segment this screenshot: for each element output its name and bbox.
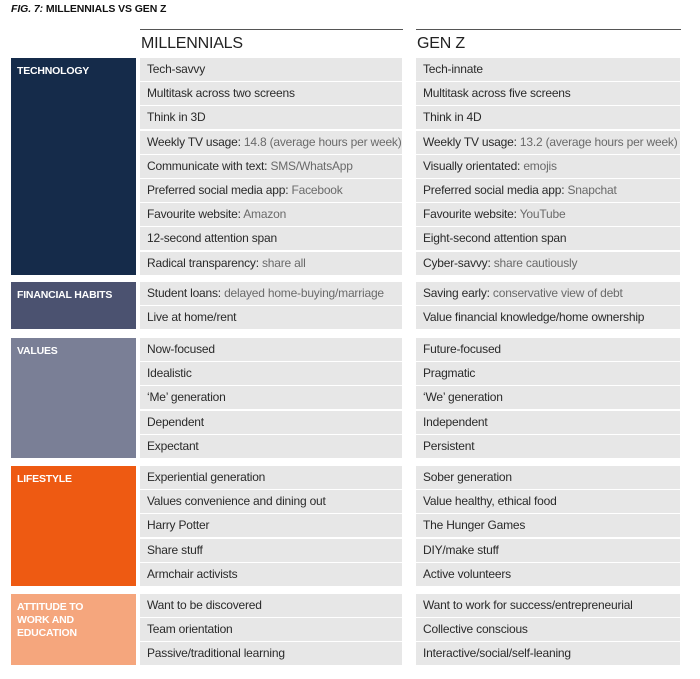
genz-cell [416, 466, 680, 489]
millennials-cell [140, 642, 402, 665]
cell-label: Interactive/social/self-leaning [423, 646, 571, 660]
column-header-genz: GEN Z [416, 29, 681, 58]
cell-label: Favourite website: [423, 207, 517, 221]
cell-label: Multitask across two screens [147, 86, 295, 100]
genz-cell [416, 642, 680, 665]
genz-cell [416, 362, 680, 385]
genz-cell [416, 203, 680, 226]
millennials-cell [140, 490, 402, 513]
millennials-cell [140, 203, 402, 226]
cell-label: Multitask across five screens [423, 86, 571, 100]
cell-label: Harry Potter [147, 518, 210, 532]
cell-label: 12-second attention span [147, 231, 277, 245]
figure-title-text: MILLENNIALS VS GEN Z [45, 3, 167, 15]
cell-label: Pragmatic [423, 366, 476, 380]
cell-label: Independent [423, 415, 488, 429]
genz-cell [416, 435, 680, 458]
millennials-cell [140, 386, 402, 409]
cell-label: Communicate with text: [147, 159, 268, 173]
genz-cell [416, 131, 680, 154]
genz-cell [416, 155, 680, 178]
cell-detail: Facebook [288, 183, 343, 197]
cell-detail: emojis [520, 159, 557, 173]
cell-label: Saving early: [423, 286, 490, 300]
genz-cell [416, 106, 680, 129]
genz-cell [416, 338, 680, 361]
cell-label: Weekly TV usage: [147, 135, 241, 149]
millennials-cell [140, 106, 402, 129]
millennials-cell [140, 179, 402, 202]
cell-label: Live at home/rent [147, 310, 237, 324]
cell-label: Value financial knowledge/home ownership [423, 310, 645, 324]
millennials-cell [140, 338, 402, 361]
millennials-cell [140, 131, 402, 154]
cell-label: Idealistic [147, 366, 192, 380]
cell-label: Persistent [423, 439, 475, 453]
cell-label: Future-focused [423, 342, 501, 356]
genz-cell [416, 306, 680, 329]
cell-detail: Snapchat [564, 183, 617, 197]
millennials-cell [140, 594, 402, 617]
cell-label: Values convenience and dining out [147, 494, 326, 508]
millennials-cell [140, 539, 402, 562]
cell-label: Eight-second attention span [423, 231, 567, 245]
cell-label: Sober generation [423, 470, 512, 484]
cell-detail: delayed home-buying/marriage [220, 286, 384, 300]
cell-label: Dependent [147, 415, 204, 429]
cell-detail: Amazon [240, 207, 287, 221]
genz-cell [416, 179, 680, 202]
genz-cell [416, 82, 680, 105]
genz-cell [416, 227, 680, 250]
genz-cell [416, 58, 680, 81]
cell-detail: YouTube [516, 207, 566, 221]
cell-label: Tech-savvy [147, 62, 206, 76]
millennials-cell [140, 306, 402, 329]
genz-cell [416, 386, 680, 409]
figure-number: FIG. 7: [11, 3, 43, 15]
cell-label: Favourite website: [147, 207, 241, 221]
cell-label: Radical transparency: [147, 256, 259, 270]
cell-label: DIY/make stuff [423, 543, 499, 557]
cell-label: Tech-innate [423, 62, 483, 76]
genz-cell [416, 490, 680, 513]
category-technology: TECHNOLOGY [11, 58, 136, 275]
cell-detail: 14.8 (average hours per week) [240, 135, 402, 149]
cell-label: ‘We’ generation [423, 390, 503, 404]
category-financial-habits: FINANCIAL HABITS [11, 282, 136, 329]
cell-label: Want to work for success/entrepreneurial [423, 598, 633, 612]
cell-label: Collective conscious [423, 622, 528, 636]
genz-cell [416, 411, 680, 434]
cell-detail: share cautiously [490, 256, 578, 270]
cell-label: Expectant [147, 439, 199, 453]
millennials-cell [140, 618, 402, 641]
cell-label: Armchair activists [147, 567, 238, 581]
millennials-cell [140, 466, 402, 489]
cell-label: Active volunteers [423, 567, 511, 581]
category-attitude-to-work-and-education: ATTITUDE TO WORK AND EDUCATION [11, 594, 136, 665]
cell-label: Passive/traditional learning [147, 646, 285, 660]
genz-cell [416, 282, 680, 305]
millennials-cell [140, 435, 402, 458]
cell-label: Cyber-savvy: [423, 256, 491, 270]
cell-label: Weekly TV usage: [423, 135, 517, 149]
millennials-cell [140, 252, 402, 275]
cell-label: Visually orientated: [423, 159, 521, 173]
cell-label: Team orientation [147, 622, 233, 636]
millennials-cell [140, 514, 402, 537]
cell-label: Preferred social media app: [423, 183, 565, 197]
cell-label: Value healthy, ethical food [423, 494, 557, 508]
cell-label: ‘Me’ generation [147, 390, 226, 404]
category-values: VALUES [11, 338, 136, 458]
millennials-cell [140, 58, 402, 81]
genz-cell [416, 539, 680, 562]
cell-detail: conservative view of debt [489, 286, 623, 300]
cell-label: Now-focused [147, 342, 215, 356]
cell-detail: 13.2 (average hours per week) [516, 135, 678, 149]
millennials-cell [140, 155, 402, 178]
millennials-cell [140, 362, 402, 385]
column-header-millennials: MILLENNIALS [140, 29, 403, 58]
millennials-cell [140, 563, 402, 586]
figure-title [11, 3, 166, 15]
millennials-cell [140, 82, 402, 105]
cell-label: The Hunger Games [423, 518, 526, 532]
cell-label: Student loans: [147, 286, 221, 300]
genz-cell [416, 514, 680, 537]
genz-cell [416, 594, 680, 617]
cell-label: Share stuff [147, 543, 203, 557]
cell-label: Want to be discovered [147, 598, 262, 612]
genz-cell [416, 563, 680, 586]
cell-label: Think in 4D [423, 110, 482, 124]
cell-label: Experiential generation [147, 470, 266, 484]
millennials-cell [140, 282, 402, 305]
cell-label: Think in 3D [147, 110, 206, 124]
cell-detail: SMS/WhatsApp [267, 159, 353, 173]
millennials-cell [140, 227, 402, 250]
genz-cell [416, 618, 680, 641]
millennials-cell [140, 411, 402, 434]
cell-label: Preferred social media app: [147, 183, 289, 197]
category-lifestyle: LIFESTYLE [11, 466, 136, 586]
cell-detail: share all [258, 256, 306, 270]
genz-cell [416, 252, 680, 275]
